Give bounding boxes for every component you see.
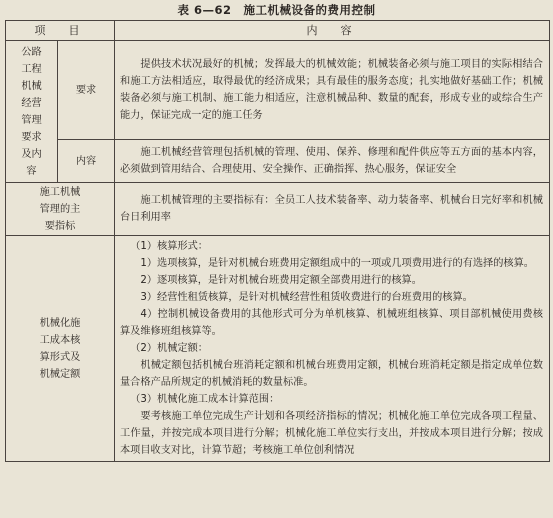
- content-label: 内容: [58, 140, 115, 183]
- costing-text-cell: [115, 236, 550, 462]
- costing-line: 要考核施工单位完成生产计划和各项经济指标的情况；机械化施工单位完成各项工程量、工作量，并按完成本项目进行分解；机械化施工单位实行支出，并按成本项目进行分解；按成本项目收支对比，计算节超；考核施工单位创利情况: [120, 411, 543, 456]
- table-row: [6, 183, 550, 236]
- table-row: [6, 140, 550, 183]
- costing-line: 2）逐项核算，是针对机械台班费用定额全部费用进行的核算。: [140, 275, 422, 286]
- indicator-text: 施工机械管理的主要指标有：全员工人技术装备率、动力装备率、机械台日完好率和机械台日利用率: [120, 195, 543, 223]
- cost-control-table: [5, 20, 550, 462]
- costing-line: （1）核算形式：: [130, 241, 208, 252]
- indicator-label: 施工机械管理的主要指标: [39, 186, 81, 232]
- costing-label: 机械化施工成本核算形式及机械定额: [39, 317, 81, 380]
- costing-label-cell: [6, 236, 115, 462]
- table-row: [6, 41, 550, 140]
- header-content: 内 容: [115, 21, 550, 41]
- costing-line: （2）机械定额：: [130, 343, 208, 354]
- requirement-text-cell: [115, 41, 550, 140]
- costing-line: 1）选项核算，是针对机械台班费用定额组成中的一项或几项费用进行的有选择的核算。: [140, 258, 534, 269]
- header-item: 项 目: [6, 21, 115, 41]
- costing-line: （3）机械化施工成本计算范围：: [130, 394, 280, 405]
- mgmt-group-label: 公路工程机械经营管理要求及内容: [21, 46, 42, 177]
- mgmt-group-label-cell: [6, 41, 58, 183]
- costing-line: 机械定额包括机械台班消耗定额和机械台班费用定额，机械台班消耗定额是指定成单位数量合格产品所规定的机械消耗的数量标准。: [120, 360, 543, 388]
- indicator-text-cell: [115, 183, 550, 236]
- content-text-cell: [115, 140, 550, 183]
- indicator-label-cell: [6, 183, 115, 236]
- requirement-label: 要求: [58, 41, 115, 140]
- costing-line: 4）控制机械设备费用的其他形式可分为单机核算、机械班组核算、项目部机械使用费核算及维修班组核算等。: [120, 309, 543, 337]
- costing-line: 3）经营性租赁核算，是针对机械经营性租赁收费进行的台班费用的核算。: [140, 292, 473, 303]
- requirement-text: 提供技术状况最好的机械；发挥最大的机械效能；机械装备必须与施工项目的实际相结合和施工方法相适应，取得最优的经济成果；具有最佳的服务态度；扎实地做好基础工作；机械装备必须与施工机制、施工能力相适应，注意机械品种、数量的配套，形成专业的或综合生产能力，保证完成一定的施工任务: [120, 59, 543, 121]
- table-header-row: [6, 21, 550, 41]
- table-row: [6, 236, 550, 462]
- table-caption: 表 6—62 施工机械设备的费用控制: [177, 3, 376, 17]
- content-text: 施工机械经营管理包括机械的管理、使用、保养、修理和配件供应等五方面的基本内容，必须做到管用结合、合理使用、安全操作、正确指挥、热心服务，保证安全: [120, 147, 543, 175]
